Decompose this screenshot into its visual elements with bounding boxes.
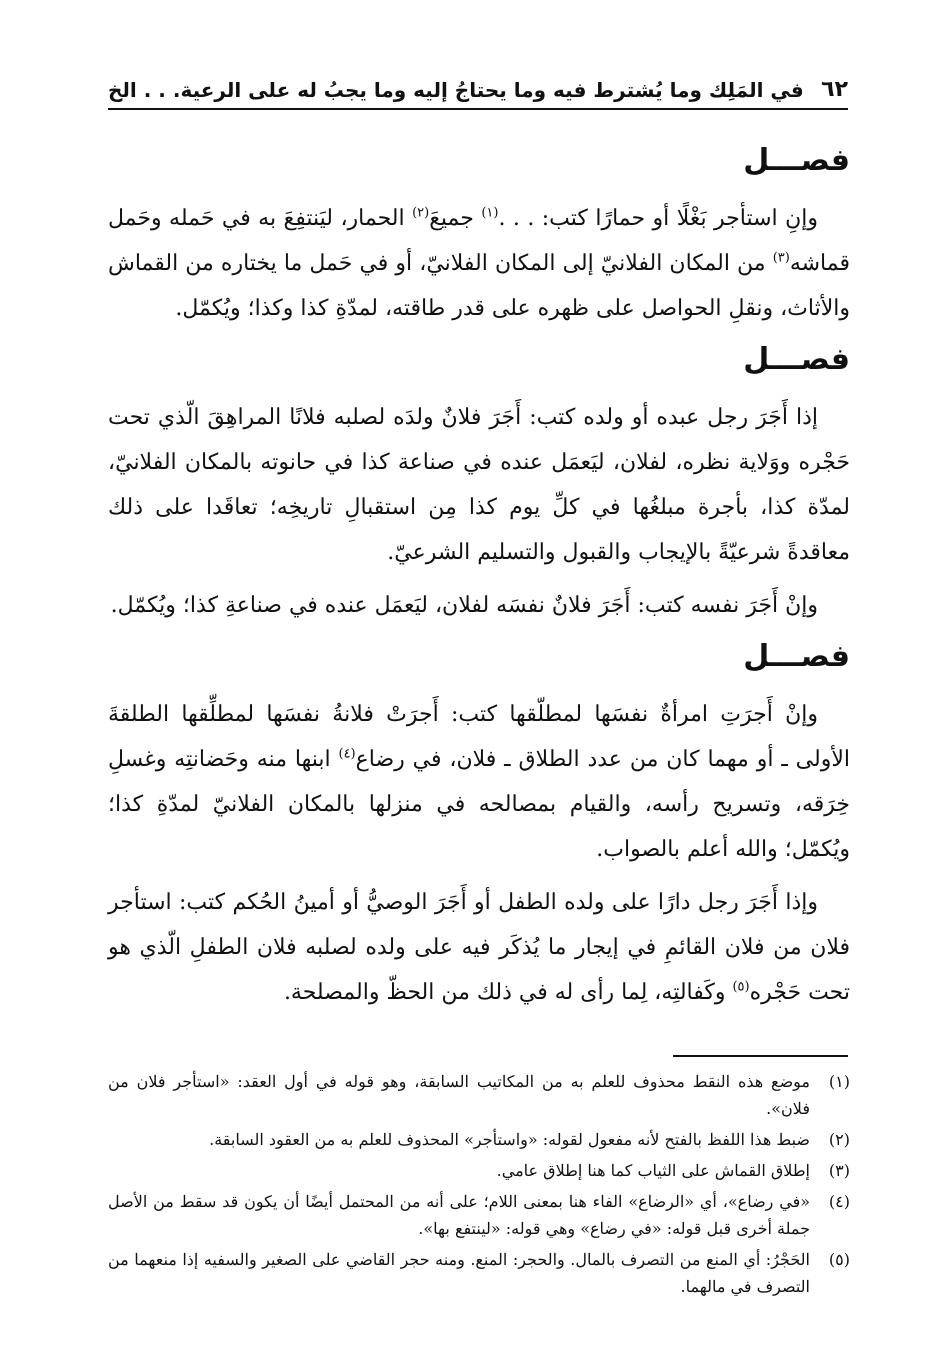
paragraph-text: ابنها منه وحَضانتِه وغسلِ خِرَقه، وتسريح رأسه، والقيام بمصالحه في منزلها بالمكان الفلانيّ لمدّةِ كذا؛ ويُكمّل؛ والله أعلم بالصواب. [108,747,850,862]
paragraph-text: من المكان الفلانيّ إلى المكان الفلانيّ، أو في حَمل ما يختاره من القماش والأثاث، ونقلِ الحواصل على ظهره على قدر طاقته، لمدّةِ كذا وكذا؛ ويُكمّل. [108,251,850,321]
footnote-text: إطلاق القماش على الثياب كما هنا إطلاق عامي. [496,1161,810,1180]
footnote-number: (٣) [828,1161,850,1180]
paragraph-text: وكَفالتِه، لِما رأى له في ذلك من الحظّ والمصلحة. [283,980,733,1005]
paragraph [108,196,850,331]
paragraph-text: وإذا أَجَرَ رجل دارًا على ولده الطفل أو أَجَرَ الوصيُّ أو أمينُ الحُكم كتب: استأجر فلان من فلان القائمِ في إيجار ما يُذكَر فيه على ولده لصلبه فلان الطفلِ الّذي هو تحت حَجْره [108,890,850,1005]
footnote-text: ضبط هذا اللفظ بالفتح لأنه مفعول لقوله: «واستأجر» المحذوف للعلم به من العقود السابقة. [209,1130,810,1149]
page-number: ٦٢ [821,77,848,102]
footnote-text: موضع هذه النقط محذوف للعلم به من المكاتيب السابقة، وهو قوله في أول العقد: «استأجر فلان من فلان». [108,1072,810,1118]
footnote-marker: (٤) [338,746,356,762]
paragraph-text: إذا أَجَرَ رجل عبده أو ولده كتب: أَجَرَ فلانٌ ولدَه لصلبه فلانًا المراهِقَ الّذي تحت حَجْره ووَلاية نظره، لفلان، ليَعمَل عنده في صناعة كذا في حانوته بالمكان الفلانيّ، لمدّة كذا، بأجرة مبلغُها في كلِّ يوم كذا مِن استقبالِ تاريخِه؛ تعاقَدا على ذلك معاقدةً شرعيّةً بالإيجاب والقبول والتسليم الشرعيّ. [108,405,850,565]
paragraph [108,583,850,628]
footnote-divider [673,1055,848,1057]
footnote-number: (٥) [828,1250,850,1269]
paragraph-text: وإنْ أَجَرَ نفسه كتب: أَجَرَ فلانٌ نفسَه لفلان، ليَعمَل عنده في صناعةِ كذا؛ ويُكمّل. [110,593,818,618]
footnote-text: «في رضاع»، أي «الرضاع» الفاء هنا بمعنى اللام؛ على أنه من المحتمل أيضًا أن يكون قد سقط من الأصل جملة أخرى قبل قوله: «في رضاع» وهي قوله: «لينتفع بها». [108,1192,811,1238]
footnote [108,1068,850,1122]
footnote-marker: (٢) [412,205,430,221]
section-heading: فصـــل [743,342,850,377]
running-title: في المَلِك وما يُشترط فيه وما يحتاجُ إليه وما يجبُ له على الرعية. . . الخ [108,78,804,102]
footnote [108,1126,850,1153]
footnote-number: (٤) [828,1192,850,1211]
section-heading: فصـــل [743,639,850,674]
paragraph-text: وإنِ استأجر بَغْلًا أو حمارًا كتب: . . . [498,206,818,231]
paragraph-text: وإنْ أَجرَتِ امرأةٌ نفسَها لمطلّقها كتب: أَجرَتْ فلانةُ نفسَها لمطلِّقها الطلقةَ الأولى ـ أو مهما كان من عدد الطلاق ـ فلان، في رضاع [108,702,850,772]
footnote-marker: (١) [481,205,499,221]
footnote-marker: (٣) [772,250,790,266]
footnote [108,1157,850,1184]
footnote-number: (٢) [828,1130,850,1149]
paragraph [108,395,850,575]
paragraph-text: الحمار، ليَنتفِعَ به في حَمله وحَمل قماشه [108,206,850,276]
paragraph [108,880,850,1015]
footnote-number: (١) [828,1072,850,1091]
footnote [108,1188,850,1242]
footnote [108,1246,850,1300]
footnote-text: الحَجْرُ: أي المنع من التصرف بالمال. والحجر: المنع. ومنه حجر القاضي على الصغير والسفيه إذا منعهما من التصرف في مالهما. [108,1250,810,1296]
footnote-marker: (٥) [732,979,750,995]
main-text [108,140,850,1023]
footnotes [108,1068,850,1304]
paragraph-text: جميعَ [429,206,482,231]
page-header [108,70,848,110]
section-heading: فصـــل [743,143,850,178]
paragraph [108,692,850,872]
